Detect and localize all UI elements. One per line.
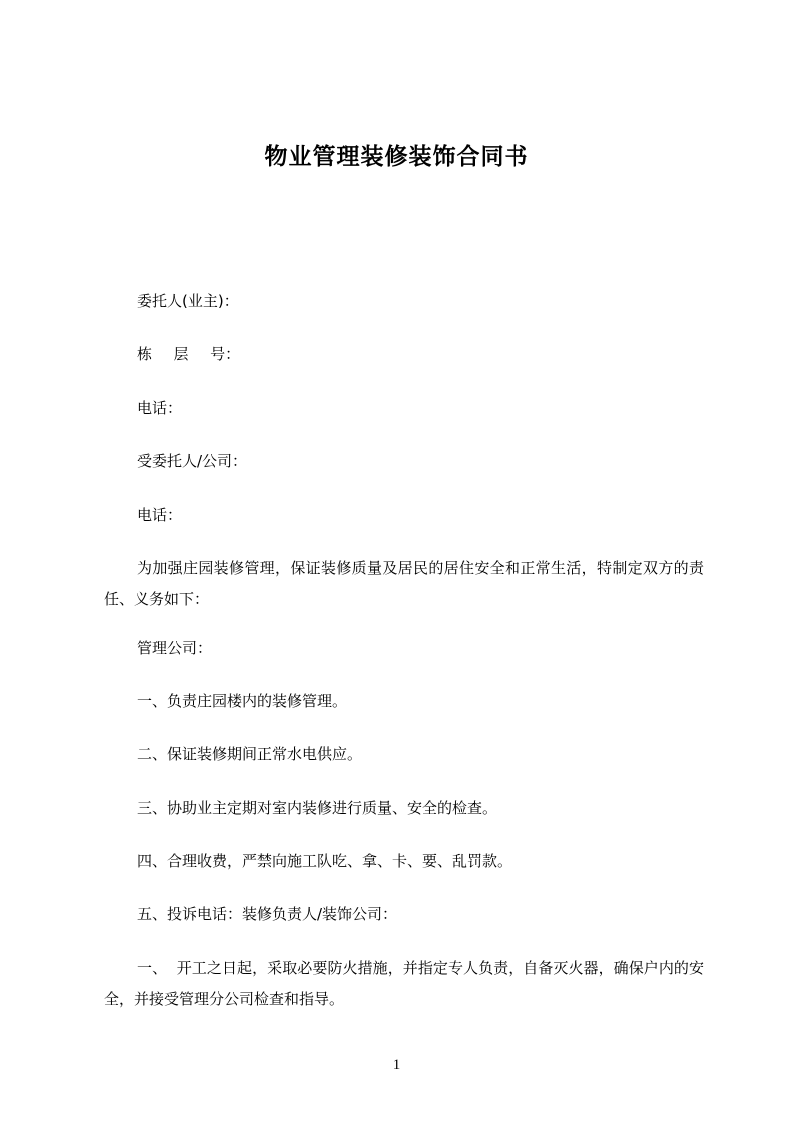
client-field-label: 委托人(业主)：	[137, 292, 239, 310]
page-number: 1	[392, 1057, 401, 1073]
contractor-field-label: 受委托人/公司：	[137, 452, 248, 470]
contractor-phone-label: 电话：	[137, 506, 183, 524]
contractor-clause-1: 一、 开工之日起，采取必要防火措施，并指定专人负责，自备灭火器，确保户内的安全，并接受管理分公司检查和指导。	[104, 959, 704, 1008]
management-item-1: 一、负责庄园楼内的装修管理。	[137, 692, 348, 710]
management-item-3: 三、协助业主定期对室内装修进行质量、安全的检查。	[137, 799, 498, 817]
unit-field-label: 栋 层 号：	[137, 345, 241, 363]
management-item-5: 五、投诉电话：装修负责人/装饰公司：	[137, 905, 398, 923]
client-phone-label: 电话：	[137, 399, 183, 417]
document-title: 物业管理装修装饰合同书	[264, 144, 529, 170]
management-heading: 管理公司：	[137, 639, 213, 657]
management-item-2: 二、保证装修期间正常水电供应。	[137, 745, 363, 763]
intro-paragraph: 为加强庄园装修管理，保证装修质量及居民的居住安全和正常生活，特制定双方的责任、义务如下：	[104, 559, 704, 608]
management-item-4: 四、合理收费，严禁向施工队吃、拿、卡、要、乱罚款。	[137, 852, 513, 870]
